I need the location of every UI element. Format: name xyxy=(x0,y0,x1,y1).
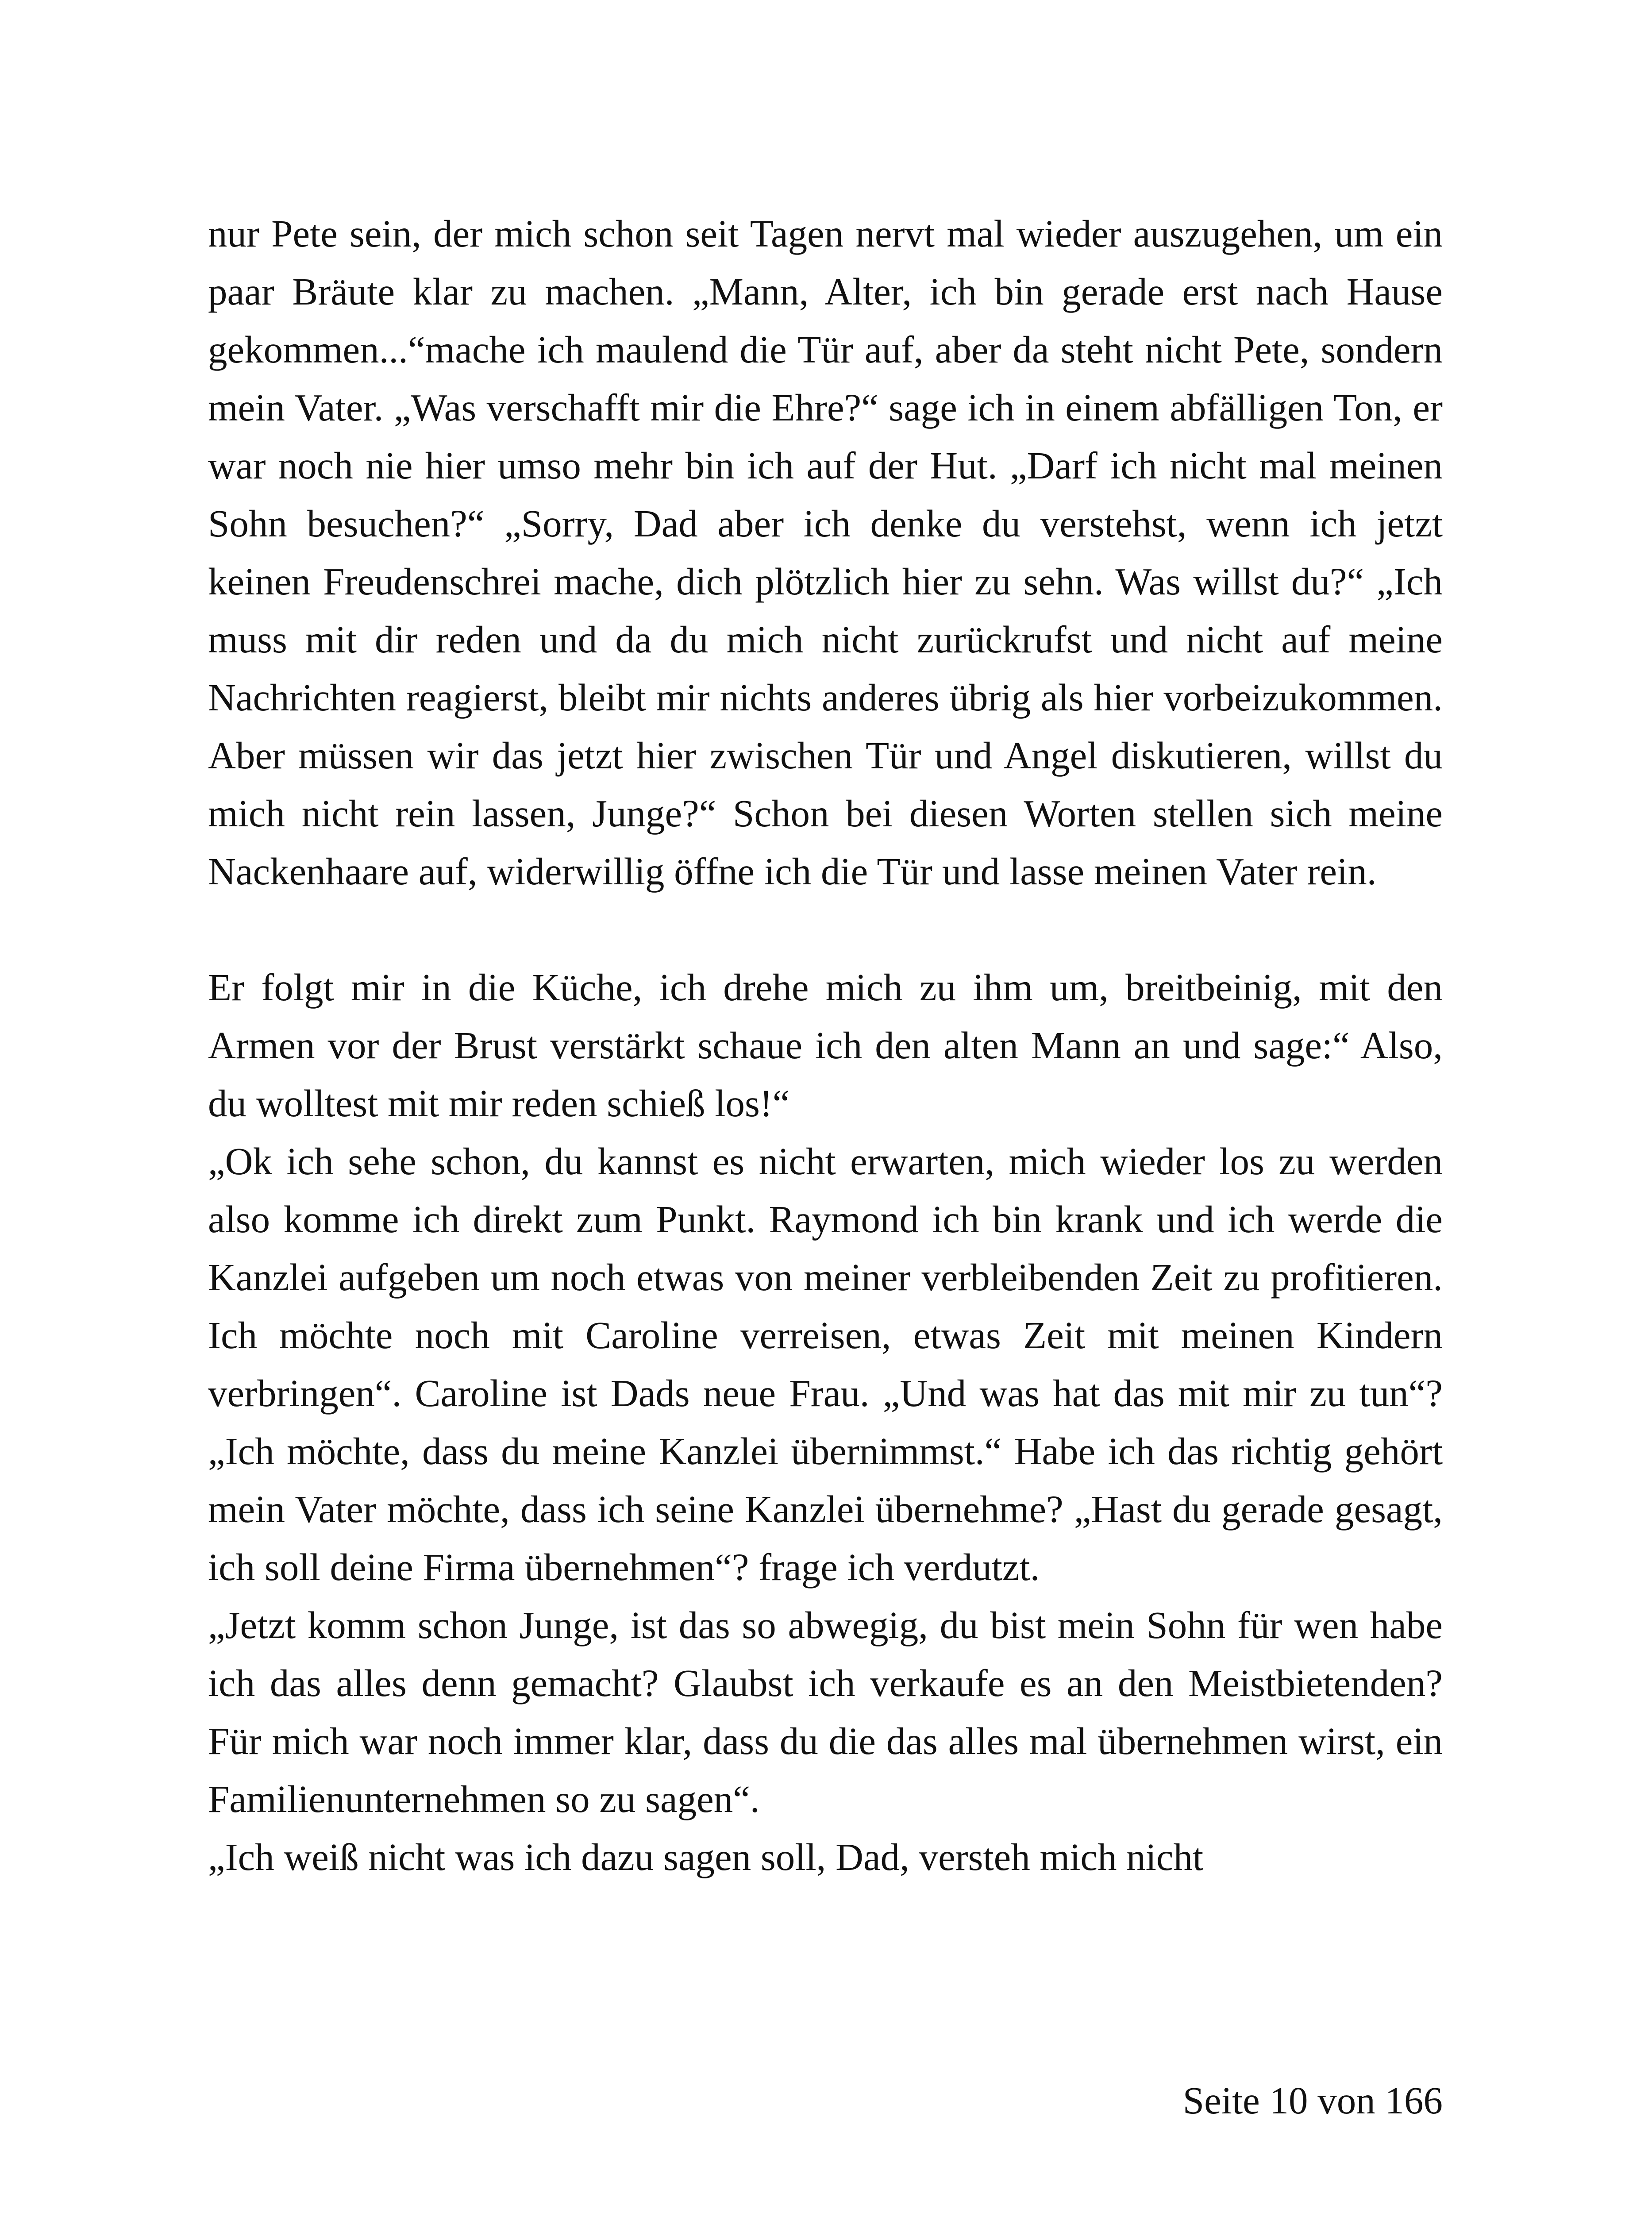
paragraph-5: „Ich weiß nicht was ich dazu sagen soll, Dad, versteh mich nicht xyxy=(208,1835,1204,1878)
paragraph-1: nur Pete sein, der mich schon seit Tagen nervt mal wieder auszugehen, um ein paar Bräute klar zu machen. „Mann, Alter, ich bin gerade erst nach Hause gekommen...“mache ich maulend die Tür auf, aber da steht nicht Pete, sondern mein Vater. „Was verschafft mir die Ehre?“ sage ich in einem abfälligen Ton, er war noch nie hier umso mehr bin ich auf der Hut. „Darf ich nicht mal meinen Sohn besuchen?“ „Sorry, Dad aber ich denke du verstehst, wenn ich jetzt keinen Freudenschrei mache, dich plötzlich hier zu sehn. Was willst du?“ „Ich muss mit dir reden und da du mich nicht zurückrufst und nicht auf meine Nachrichten reagierst, bleibt mir nichts anderes übrig als hier vorbeizukommen. Aber müssen wir das jetzt hier zwischen Tür und Angel diskutieren, willst du mich nicht rein lassen, Junge?“ Schon bei diesen Worten stellen sich meine Nackenhaare auf, widerwillig öffne ich die Tür und lasse meinen Vater rein. xyxy=(208,212,1443,893)
paragraph-4: „Jetzt komm schon Junge, ist das so abwegig, du bist mein Sohn für wen habe ich das alles denn gemacht? Glaubst ich verkaufe es an den Meistbietenden? Für mich war noch immer klar, dass du die das alles mal übernehmen wirst, ein Familienunternehmen so zu sagen“. xyxy=(208,1604,1443,1820)
paragraph-3: „Ok ich sehe schon, du kannst es nicht erwarten, mich wieder los zu werden also komme ich direkt zum Punkt. Raymond ich bin krank und ich werde die Kanzlei aufgeben um noch etwas von meiner verbleibenden Zeit zu profitieren. Ich möchte noch mit Caroline verreisen, etwas Zeit mit meinen Kindern verbringen“. Caroline ist Dads neue Frau. „Und was hat das mit mir zu tun“? „Ich möchte, dass du meine Kanzlei übernimmst.“ Habe ich das richtig gehört mein Vater möchte, dass ich seine Kanzlei übernehme? „Hast du gerade gesagt, ich soll deine Firma übernehmen“? frage ich verdutzt. xyxy=(208,1140,1443,1588)
paragraph-2: Er folgt mir in die Küche, ich drehe mich zu ihm um, breitbeinig, mit den Armen vor der Brust verstärkt schaue ich den alten Mann an und sage:“ Also, du wolltest mit mir reden schieß los!“ xyxy=(208,966,1443,1125)
body-text xyxy=(208,204,1443,1886)
paragraph-gap xyxy=(208,900,1443,958)
page-number: Seite 10 von 166 xyxy=(1182,2079,1443,2122)
